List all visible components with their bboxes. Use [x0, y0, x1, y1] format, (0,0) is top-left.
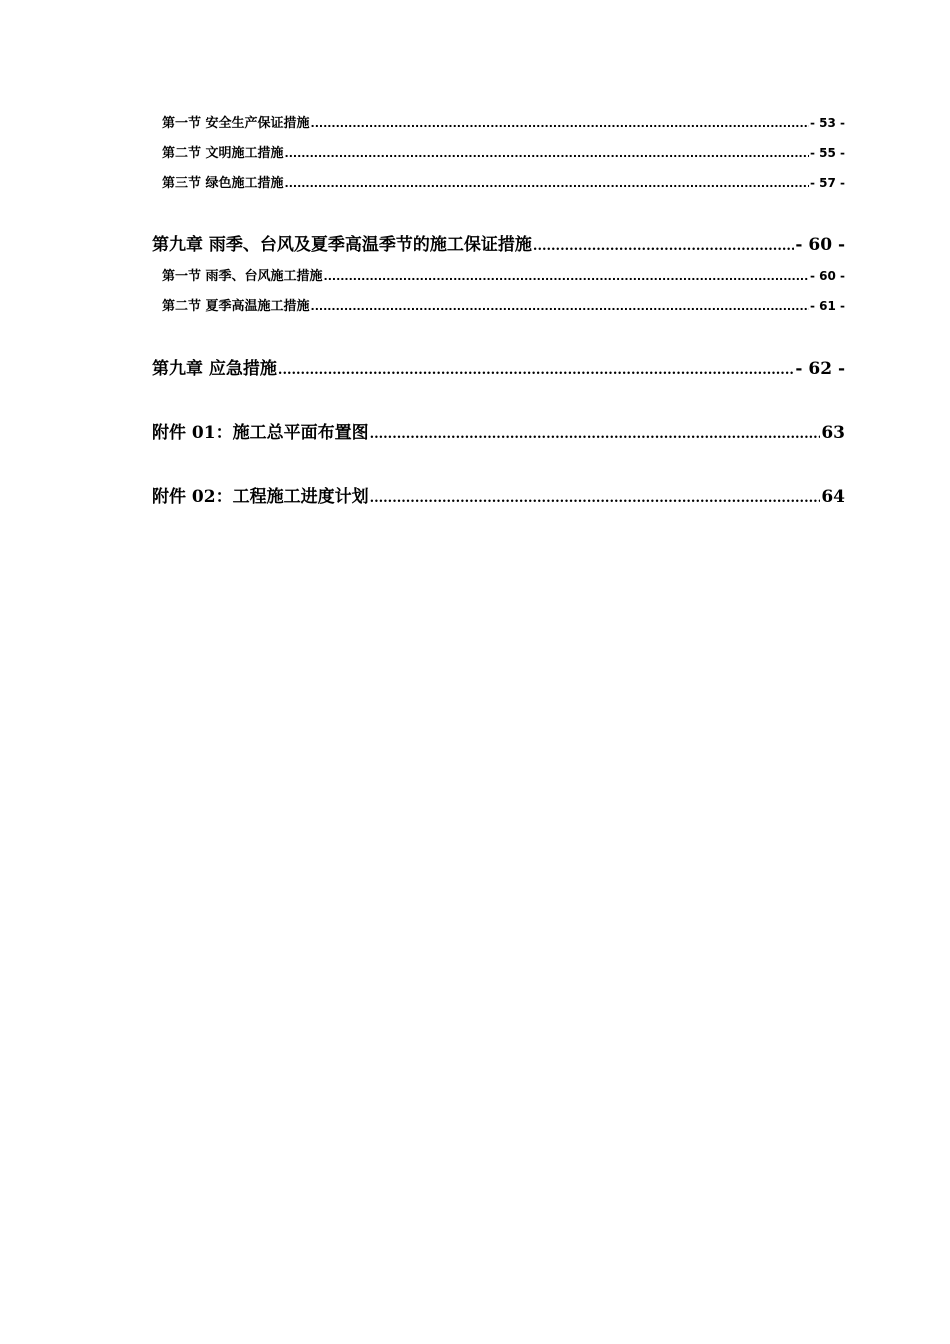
toc-dot-leader	[311, 299, 809, 314]
toc-entry-rain-typhoon[interactable]	[162, 265, 845, 284]
toc-entry-page-number: - 61 -	[809, 299, 845, 313]
toc-chapter-title: 附件 01：施工总平面布置图	[152, 423, 369, 443]
toc-chapter-emergency[interactable]	[152, 354, 845, 379]
toc-dot-leader	[278, 359, 794, 379]
toc-chapter-page-number: 64	[821, 487, 845, 507]
toc-dot-leader	[311, 116, 809, 131]
toc-chapter-page-number: 63	[821, 423, 845, 443]
toc-chapter-page-number: - 62 -	[795, 359, 845, 379]
toc-entry-title: 第一节 安全生产保证措施	[162, 116, 310, 131]
toc-entry-safety-production[interactable]	[162, 112, 845, 131]
toc-entry-green-construction[interactable]	[162, 172, 845, 191]
toc-chapter-title: 第九章 雨季、台风及夏季高温季节的施工保证措施	[152, 235, 532, 255]
toc-appendix-site-plan[interactable]	[152, 418, 845, 443]
toc-entry-title: 第一节 雨季、台风施工措施	[162, 269, 323, 284]
toc-entry-title: 第二节 夏季高温施工措施	[162, 299, 310, 314]
toc-chapter-page-number: - 60 -	[795, 235, 845, 255]
toc-dot-leader	[285, 176, 809, 191]
toc-entry-title: 第三节 绿色施工措施	[162, 176, 284, 191]
toc-dot-leader	[370, 423, 821, 443]
toc-dot-leader	[285, 146, 809, 161]
toc-dot-leader	[370, 487, 821, 507]
toc-entry-page-number: - 53 -	[809, 116, 845, 130]
toc-entry-page-number: - 57 -	[809, 176, 845, 190]
toc-chapter-title: 附件 02：工程施工进度计划	[152, 487, 369, 507]
toc-chapter-rainy-season[interactable]	[152, 230, 845, 255]
toc-entry-page-number: - 60 -	[809, 269, 845, 283]
toc-entry-page-number: - 55 -	[809, 146, 845, 160]
toc-appendix-schedule[interactable]	[152, 482, 845, 507]
toc-entry-title: 第二节 文明施工措施	[162, 146, 284, 161]
toc-chapter-title: 第九章 应急措施	[152, 359, 277, 379]
toc-dot-leader	[533, 235, 794, 255]
toc-entry-summer-heat[interactable]	[162, 295, 845, 314]
toc-dot-leader	[324, 269, 809, 284]
toc-entry-civilized-construction[interactable]	[162, 142, 845, 161]
